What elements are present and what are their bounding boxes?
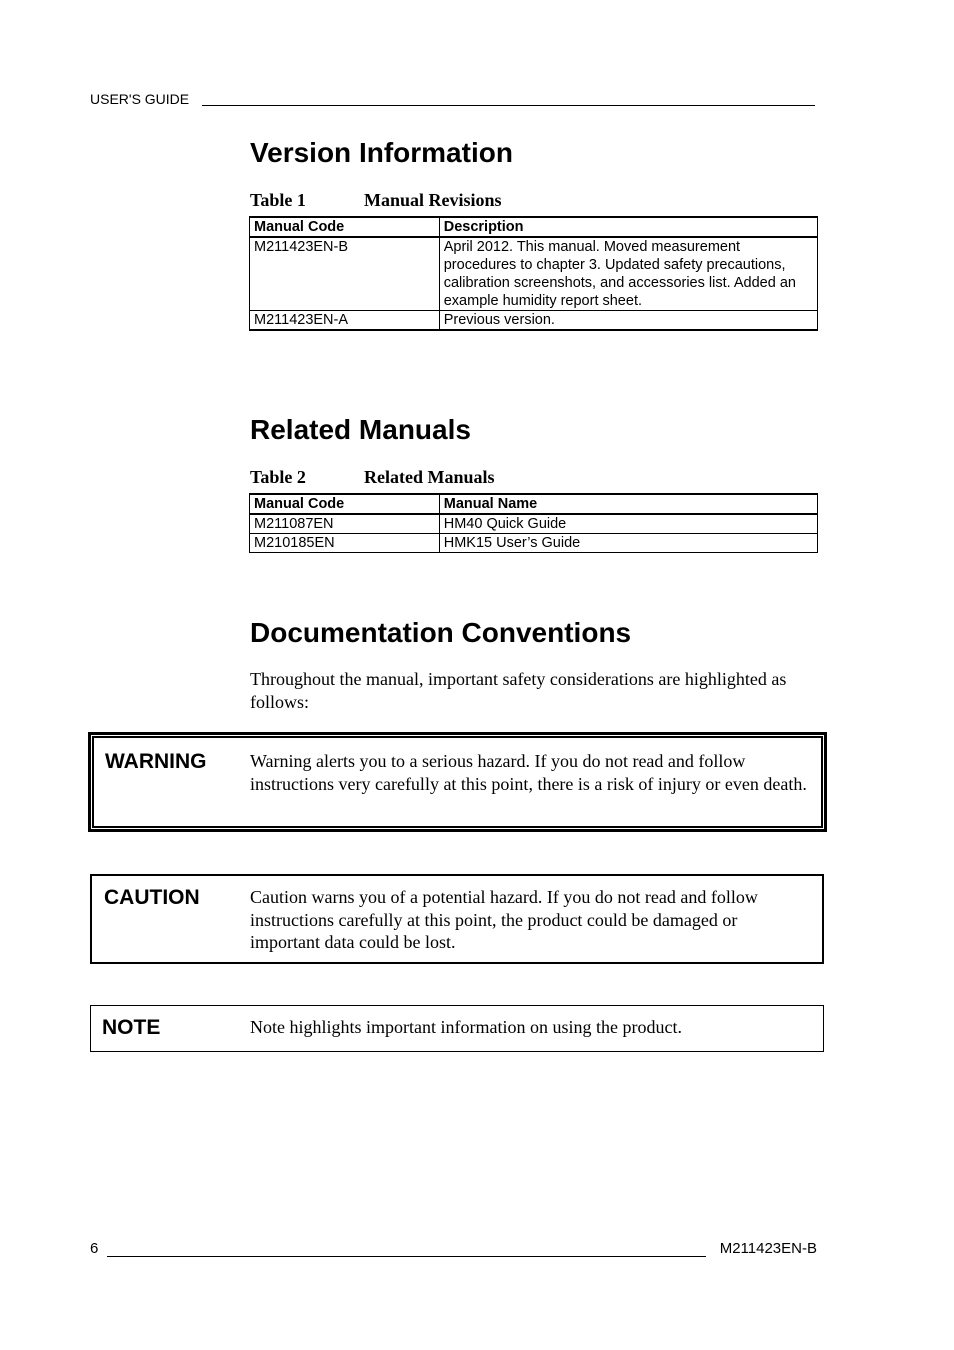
column-header: Manual Code xyxy=(250,494,440,514)
header-label: USER'S GUIDE xyxy=(90,91,190,107)
column-header: Description xyxy=(439,217,817,237)
warning-text: Warning alerts you to a serious hazard. If you do not read and follow instructions very carefully at this point, there is a risk of injury or even death. xyxy=(250,751,807,794)
column-header: Manual Name xyxy=(439,494,817,514)
manual-code-cell: M211423EN-A xyxy=(250,311,440,331)
table-row xyxy=(250,311,818,331)
table-caption-1 xyxy=(250,189,502,211)
caution-label: CAUTION xyxy=(104,886,200,909)
revisions-table xyxy=(249,216,818,331)
running-footer xyxy=(90,1240,817,1260)
table-title: Related Manuals xyxy=(364,467,495,487)
description-cell: Previous version. xyxy=(439,311,817,331)
manual-name-cell: HMK15 User’s Guide xyxy=(439,534,817,553)
footer-doc-code: M211423EN-B xyxy=(719,1240,817,1257)
note-label: NOTE xyxy=(102,1016,161,1039)
table-number: Table 1 xyxy=(250,190,306,210)
caution-box xyxy=(90,874,824,964)
table-number: Table 2 xyxy=(250,467,306,487)
table-caption-2 xyxy=(250,466,495,488)
footer-rule xyxy=(107,1240,706,1257)
table-title: Manual Revisions xyxy=(364,190,502,210)
table-row xyxy=(250,237,818,311)
description-cell: April 2012. This manual. Moved measurement procedures to chapter 3. Updated safety precautions, calibration screenshots, and accessories list. Added an example humidity report sheet. xyxy=(439,237,817,311)
manual-code-cell: M211423EN-B xyxy=(250,237,440,311)
warning-box xyxy=(88,732,827,832)
table-header-row xyxy=(250,217,818,237)
table-row xyxy=(250,534,818,553)
running-header xyxy=(90,91,815,109)
manual-code-cell: M210185EN xyxy=(250,534,440,553)
manual-name-cell: HM40 Quick Guide xyxy=(439,514,817,534)
note-box xyxy=(90,1005,824,1052)
table-row xyxy=(250,514,818,534)
column-header: Manual Code xyxy=(250,217,440,237)
warning-label: WARNING xyxy=(105,750,207,773)
caution-text: Caution warns you of a potential hazard. If you do not read and follow instructions carefully at this point, the product could be damaged or important data could be lost. xyxy=(250,887,758,952)
header-rule xyxy=(202,91,815,106)
page-number: 6 xyxy=(90,1240,99,1257)
section-title-version: Version Information xyxy=(250,137,513,168)
table-header-row xyxy=(250,494,818,514)
related-manuals-table xyxy=(249,493,818,553)
note-text: Note highlights important information on using the product. xyxy=(250,1017,682,1037)
conventions-intro: Throughout the manual, important safety considerations are highlighted as follows: xyxy=(250,669,787,712)
section-title-related: Related Manuals xyxy=(250,414,471,445)
section-title-conventions: Documentation Conventions xyxy=(250,617,632,648)
manual-code-cell: M211087EN xyxy=(250,514,440,534)
